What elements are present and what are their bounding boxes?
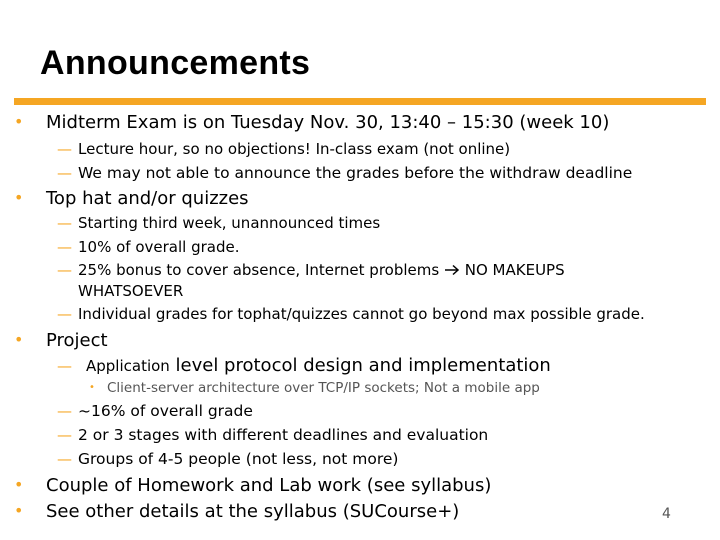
bullet-midterm-text: Midterm Exam is on Tuesday Nov. 30, 13:40 – 15:30 (week 10) [46, 112, 610, 133]
dash-marker: — [57, 426, 72, 444]
dash-marker: — [57, 450, 72, 468]
bullet-marker: • [14, 501, 24, 520]
sub-item-text: ~16% of overall grade [78, 402, 253, 420]
sub-item-text: Individual grades for tophat/quizzes cannot go beyond max possible grade. [78, 305, 645, 323]
sub-item-text-part: level protocol design and implementation [169, 355, 551, 376]
title-underline [14, 98, 706, 105]
dash-marker: — [57, 261, 72, 279]
bullet-marker: • [14, 330, 24, 349]
dash-marker: — [57, 402, 72, 420]
arrow-right-icon [444, 264, 460, 276]
sub-item-text [86, 355, 551, 376]
sub-item-text: 2 or 3 stages with different deadlines and evaluation [78, 426, 489, 444]
dash-marker: — [57, 305, 72, 323]
sub-item-text: Lecture hour, so no objections! In-class exam (not online) [78, 140, 511, 158]
bullet-tophat-text: Top hat and/or quizzes [46, 188, 249, 209]
bullet-marker: • [14, 188, 24, 207]
sub-item-text: Starting third week, unannounced times [78, 214, 381, 232]
bullet-project-text: Project [46, 330, 108, 351]
bullet-marker: • [14, 112, 24, 131]
sub-item-text: We may not able to announce the grades before the withdraw deadline [78, 164, 633, 182]
sub-item-text [78, 261, 565, 279]
sub-item-text-part: Application [86, 357, 170, 375]
sub-item-text-part: NO MAKEUPS [464, 261, 565, 279]
sub-item-text: WHATSOEVER [78, 282, 184, 300]
dash-marker: — [57, 164, 72, 182]
sub-sub-item-text: Client-server architecture over TCP/IP sockets; Not a mobile app [107, 380, 540, 396]
slide-title: Announcements [40, 44, 311, 82]
bullet-marker: • [89, 382, 95, 393]
bullet-homework-text: Couple of Homework and Lab work (see syllabus) [46, 475, 492, 496]
bullet-syllabus-text: See other details at the syllabus (SUCourse+) [46, 501, 460, 522]
sub-item-text: Groups of 4-5 people (not less, not more) [78, 450, 399, 468]
sub-item-text-part: 25% bonus to cover absence, Internet problems [78, 261, 440, 279]
dash-marker: — [57, 357, 72, 375]
bullet-marker: • [14, 475, 24, 494]
sub-item-text: 10% of overall grade. [78, 238, 240, 256]
dash-marker: — [57, 140, 72, 158]
page-number: 4 [662, 506, 671, 522]
dash-marker: — [57, 238, 72, 256]
dash-marker: — [57, 214, 72, 232]
